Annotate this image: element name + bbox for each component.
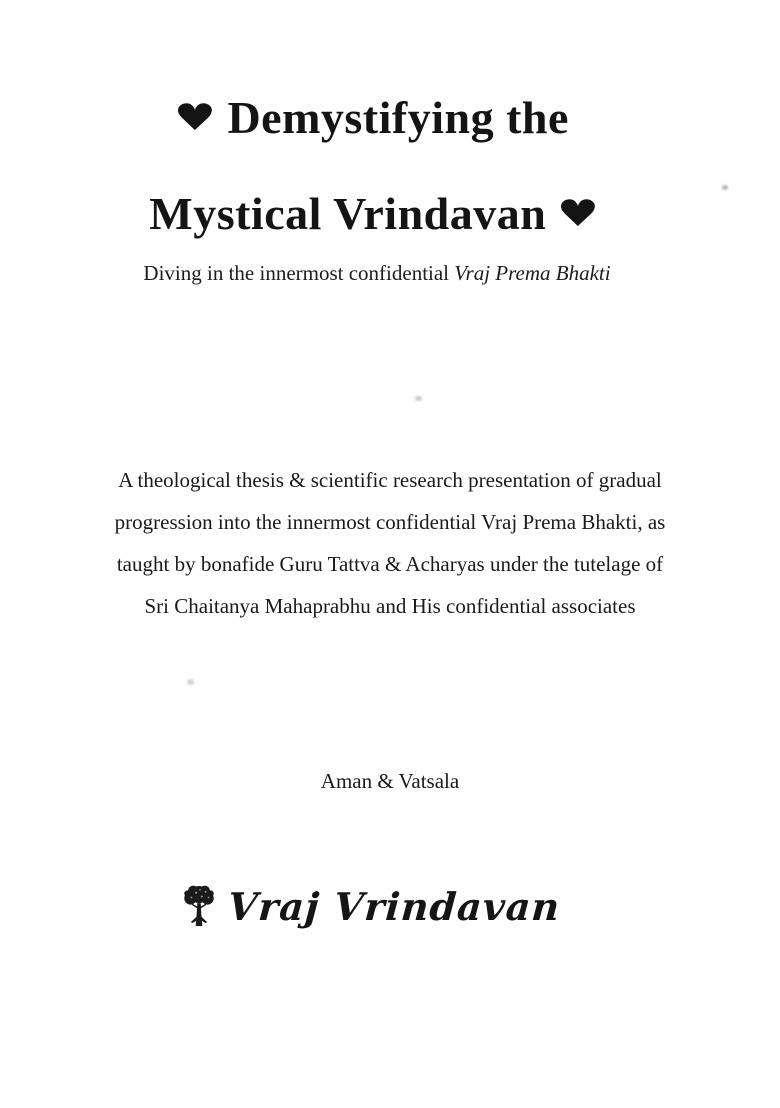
publisher-logo-text: Vraj Vrindavan (226, 883, 562, 929)
tree-icon (180, 882, 218, 930)
book-title-line-1-text: Demystifying the (227, 92, 569, 143)
author-names: Aman & Vatsala (320, 769, 460, 793)
book-title-line-2 (0, 167, 746, 263)
description-line: A theological thesis & scientific research presentation of gradual (118, 468, 662, 492)
book-title (0, 71, 780, 263)
scan-speck (722, 185, 728, 190)
subtitle-regular-text: Diving in the innermost confidential (143, 261, 455, 285)
heart-icon: ♥ (173, 96, 217, 140)
publisher-logo (0, 882, 780, 930)
description-line: taught by bonafide Guru Tattva & Acharyas under the tutelage of (116, 552, 664, 576)
description-line: Sri Chaitanya Mahaprabhu and His confidential associates (144, 594, 636, 618)
scan-speck (187, 679, 194, 685)
scan-speck (415, 396, 422, 401)
book-subtitle (0, 258, 780, 288)
heart-icon: ♥ (557, 192, 600, 236)
subtitle-italic-text: Vraj Prema Bhakti (454, 261, 611, 285)
description-line: progression into the innermost confidential Vraj Prema Bhakti, as (114, 510, 666, 534)
book-title-line-2-text: Mystical Vrindavan (149, 188, 547, 239)
book-description (60, 459, 720, 627)
book-title-line-1 (0, 71, 746, 167)
